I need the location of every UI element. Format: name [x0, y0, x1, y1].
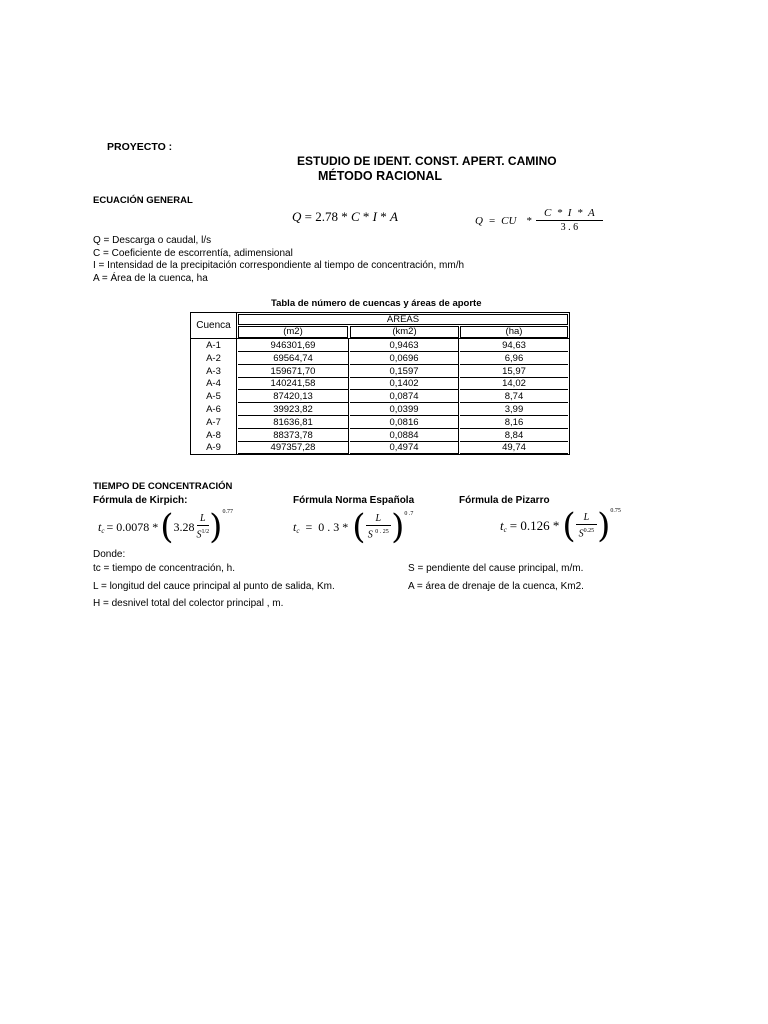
cell-km2: 0,9463: [350, 340, 458, 352]
definition-c: C = Coeficiente de escorrentía, adimensional: [93, 247, 293, 259]
cell-ha: 3,99: [460, 404, 568, 416]
definition-q: Q = Descarga o caudal, l/s: [93, 235, 212, 246]
table-row: [191, 417, 569, 430]
cell-cuenca: A-2: [206, 352, 221, 364]
section-tiempo-concentracion: TIEMPO DE CONCENTRACIÓN: [93, 481, 233, 492]
cell-km2: 0,1597: [350, 366, 458, 378]
cell-ha: 8,74: [460, 391, 568, 403]
formula-q-alt: Q = CU * $\frac{C * I * A}{3 . 6}$: [475, 207, 603, 234]
cell-cuenca: A-7: [206, 416, 221, 428]
donde-label: Donde:: [93, 549, 126, 560]
cell-m2: 159671,70: [238, 366, 348, 378]
definition-a: A = Área de la cuenca, ha: [93, 272, 208, 284]
kirpich-title: Fórmula de Kirpich:: [93, 495, 188, 506]
table-row: [191, 366, 569, 379]
table-row: [191, 340, 569, 353]
cell-cuenca: A-5: [206, 391, 221, 403]
cell-km2: 0,0696: [350, 353, 458, 365]
norma-espanola-title: Fórmula Norma Española: [293, 495, 415, 506]
definition-s: S = pendiente del cause principal, m/m.: [408, 563, 584, 574]
definition-area: A = área de drenaje de la cuenca, Km2.: [408, 581, 584, 592]
cell-cuenca: A-9: [206, 442, 221, 454]
cell-ha: 8,84: [460, 430, 568, 442]
cell-m2: 946301,69: [238, 340, 348, 352]
cell-km2: 0,0884: [350, 430, 458, 442]
cell-m2: 88373,78: [238, 430, 348, 442]
definitions-list: [93, 235, 464, 285]
cell-km2: 0,1402: [350, 378, 458, 390]
cell-m2: 497357,28: [238, 442, 348, 454]
col-header-km2: (km2): [350, 326, 459, 338]
cell-km2: 0,0399: [350, 404, 458, 416]
cell-ha: 14,02: [460, 378, 568, 390]
formula-norma-espanola: t c = 0 . 3 * ( $\frac{L}{S ^{0 . 25}}$ ) 0 .7: [293, 507, 414, 547]
cell-m2: 69564,74: [238, 353, 348, 365]
table-row: [191, 442, 569, 455]
table-caption: Tabla de número de cuencas y áreas de aporte: [271, 298, 482, 309]
pizarro-title: Fórmula de Pizarro: [459, 495, 550, 506]
col-header-m2: (m2): [238, 326, 348, 338]
cell-cuenca: A-1: [206, 340, 221, 351]
col-header-cuenca: Cuenca: [191, 313, 237, 338]
table-row: [191, 353, 569, 366]
cell-m2: 81636,81: [238, 417, 348, 429]
col-group-areas: ÁREAS: [238, 314, 568, 325]
areas-table: [190, 312, 570, 455]
cell-ha: 94,63: [460, 340, 568, 352]
cell-km2: 0,0874: [350, 391, 458, 403]
cell-cuenca: A-8: [206, 429, 221, 441]
cell-cuenca: A-3: [206, 365, 221, 377]
col-header-ha: (ha): [460, 326, 568, 338]
cell-ha: 49,74: [460, 442, 568, 454]
page-title: ESTUDIO DE IDENT. CONST. APERT. CAMINO: [297, 154, 557, 168]
cell-m2: 87420,13: [238, 391, 348, 403]
cell-cuenca: A-6: [206, 404, 221, 415]
cell-ha: 8,16: [460, 417, 568, 429]
formula-pizarro: t c = 0.126 * ( $\frac{L}{S^{0.25}}$ ) 0.75: [500, 506, 621, 546]
header-divider: [191, 338, 569, 339]
cell-ha: 6,96: [460, 353, 568, 365]
page-subtitle: MÉTODO RACIONAL: [318, 169, 443, 183]
table-row: [191, 391, 569, 404]
cell-m2: 140241,58: [238, 378, 348, 390]
cell-km2: 0,0816: [350, 417, 458, 429]
table-row: [191, 430, 569, 443]
section-ecuacion-general: ECUACIÓN GENERAL: [93, 195, 193, 206]
formula-kirpich: t c = 0.0078 * ( 3.28 $\frac{L}{S^{1/2}}$ ) 0.77: [98, 507, 233, 547]
table-row: [191, 378, 569, 391]
formula-q-general: Q = 2.78 * C * I * A: [292, 209, 398, 224]
definition-l: L = longitud del cauce principal al punto de salida, Km.: [93, 581, 335, 592]
proyecto-label: PROYECTO :: [107, 141, 173, 153]
definition-i: I = Intensidad de la precipitación correspondiente al tiempo de concentración, mm/h: [93, 260, 465, 271]
definition-h: H = desnivel total del colector principal , m.: [93, 598, 284, 609]
cell-cuenca: A-4: [206, 378, 221, 390]
cell-km2: 0,4974: [350, 442, 458, 454]
definition-tc: tc = tiempo de concentración, h.: [93, 563, 236, 574]
table-row: [191, 404, 569, 417]
cell-ha: 15,97: [460, 366, 568, 378]
cell-m2: 39923,82: [238, 404, 348, 416]
